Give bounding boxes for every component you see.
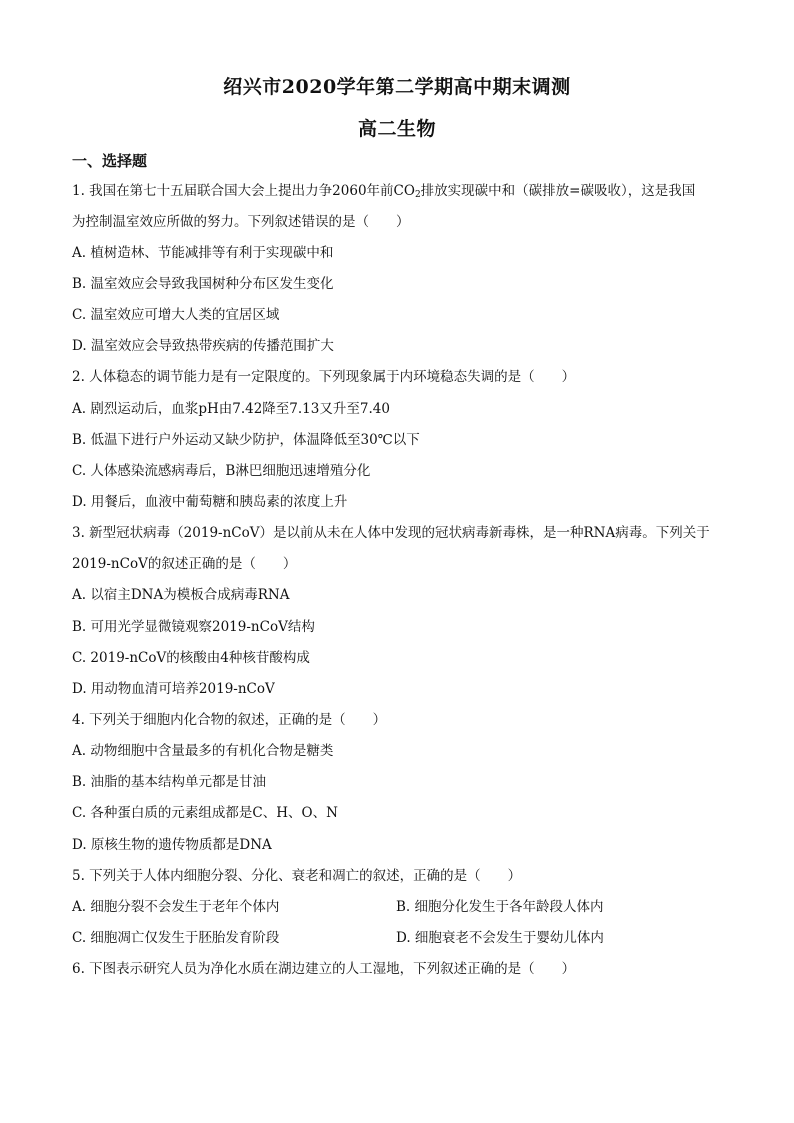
exam-title: 绍兴市2020学年第二学期高中期末调测 [223,76,571,98]
q3-option-d: D. 用动物血清可培养2019-nCoV [72,681,275,697]
q2-stem: 2. 人体稳态的调节能力是有一定限度的。下列现象属于内环境稳态失调的是（ ） [72,369,576,385]
q1-option-c: C. 温室效应可增大人类的宜居区域 [72,307,280,323]
q1-stem-part1: 1. 我国在第七十五届联合国大会上提出力争2060年前CO [72,183,415,199]
q1-option-a: A. 植树造林、节能减排等有利于实现碳中和 [72,245,334,261]
q1-option-b: B. 温室效应会导致我国树种分布区发生变化 [72,276,334,292]
q1-stem-line1 [72,182,695,204]
q5-option-b: B. 细胞分化发生于各年龄段人体内 [396,899,604,915]
q3-stem-line1: 3. 新型冠状病毒（2019-nCoV）是以前从未在人体中发现的冠状病毒新毒株，是一种RNA病毒。下列关于 [72,525,710,541]
q5-option-d: D. 细胞衰老不会发生于婴幼儿体内 [396,930,604,946]
q1-stem-line2: 为控制温室效应所做的努力。下列叙述错误的是（ ） [72,214,410,230]
q5-option-a: A. 细胞分裂不会发生于老年个体内 [72,899,280,915]
q1-stem-subscript: 2 [414,190,421,200]
q5-option-c: C. 细胞凋亡仅发生于胚胎发育阶段 [72,930,280,946]
q4-option-b: B. 油脂的基本结构单元都是甘油 [72,774,267,790]
exam-subject: 高二生物 [357,118,436,140]
q3-option-b: B. 可用光学显微镜观察2019-nCoV结构 [72,619,315,635]
q4-stem: 4. 下列关于细胞内化合物的叙述，正确的是（ ） [72,712,387,728]
q5-stem: 5. 下列关于人体内细胞分裂、分化、衰老和凋亡的叙述，正确的是（ ） [72,868,522,884]
q3-stem-line2: 2019-nCoV的叙述正确的是（ ） [72,556,297,572]
q2-option-a: A. 剧烈运动后，血浆pH由7.42降至7.13又升至7.40 [72,401,390,417]
q1-stem-part2: 排放实现碳中和（碳排放=碳吸收），这是我国 [420,183,696,199]
q6-stem: 6. 下图表示研究人员为净化水质在湖边建立的人工湿地，下列叙述正确的是（ ） [72,961,576,977]
q4-option-d: D. 原核生物的遗传物质都是DNA [72,837,272,853]
q3-option-c: C. 2019-nCoV的核酸由4种核苷酸构成 [72,650,310,666]
q4-option-a: A. 动物细胞中含量最多的有机化合物是糖类 [72,743,334,759]
q2-option-d: D. 用餐后，血液中葡萄糖和胰岛素的浓度上升 [72,494,348,510]
q3-option-a: A. 以宿主DNA为模板合成病毒RNA [72,587,290,603]
q2-option-c: C. 人体感染流感病毒后，B淋巴细胞迅速增殖分化 [72,463,371,479]
q4-option-c: C. 各种蛋白质的元素组成都是C、H、O、N [72,805,338,821]
q2-option-b: B. 低温下进行户外运动又缺少防护，体温降低至30℃以下 [72,432,420,448]
q1-option-d: D. 温室效应会导致热带疾病的传播范围扩大 [72,338,334,354]
section-heading: 一、选择题 [72,152,148,170]
